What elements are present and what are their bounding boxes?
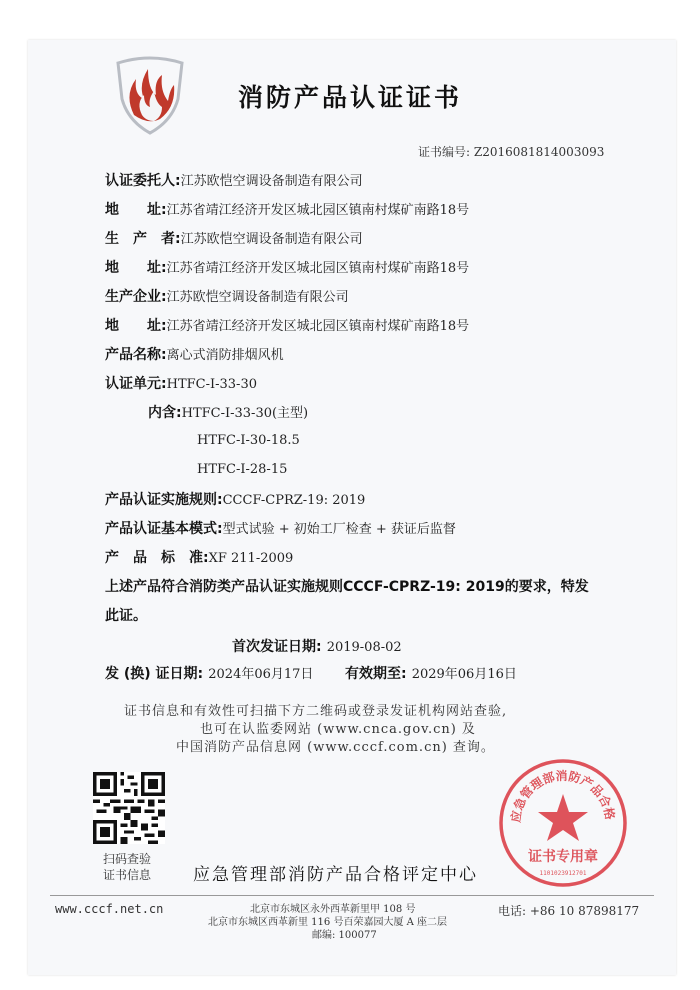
- issue-date: 发 (换) 证日期: 2024年06月17日: [105, 666, 314, 682]
- certificate-number: 证书编号: Z2016081814003093: [418, 145, 605, 159]
- field-entrusting-party: 认证委托人:江苏欧恺空调设备制造有限公司: [105, 173, 363, 189]
- issuer-name: 应急管理部消防产品合格评定中心: [193, 865, 478, 885]
- field-contains: 内含:HTFC-I-33-30(主型): [148, 405, 309, 421]
- footer-phone: 电话: +86 10 87898177: [498, 904, 640, 918]
- field-certification-unit: 认证单元:HTFC-I-33-30: [105, 376, 257, 392]
- statement-line: 上述产品符合消防类产品认证实施规则CCCF-CPRZ-19: 2019的要求，特发: [105, 579, 589, 595]
- qr-caption: 证书信息: [103, 868, 152, 882]
- contains-item: HTFC-I-28-15: [197, 462, 288, 477]
- contains-item: HTFC-I-30-18.5: [197, 433, 300, 448]
- field-product-name: 产品名称:离心式消防排烟风机: [105, 347, 284, 363]
- field-product-standard: 产 品 标 准:XF 211-2009: [105, 550, 294, 566]
- qr-code[interactable]: [93, 772, 165, 844]
- first-issue-date: 首次发证日期: 2019-08-02: [232, 639, 402, 655]
- footer-divider: [50, 895, 654, 896]
- verification-note: 证书信息和有效性可扫描下方二维码或登录发证机构网站查验,: [124, 704, 508, 719]
- field-producer: 生 产 者:江苏欧恺空调设备制造有限公司: [105, 231, 363, 247]
- field-certification-mode: 产品认证基本模式:型式试验 + 初始工厂检查 + 获证后监督: [105, 521, 456, 537]
- footer-address: 北京市东城区永外西革新里甲 108 号: [250, 904, 416, 915]
- qr-caption: 扫码查验: [103, 852, 152, 866]
- field-address: 地 址:江苏省靖江经济开发区城北园区镇南村煤矿南路18号: [105, 260, 470, 276]
- seal-center-text: 证书专用章: [528, 849, 598, 865]
- field-address: 地 址:江苏省靖江经济开发区城北园区镇南村煤矿南路18号: [105, 318, 470, 334]
- field-implementation-rule: 产品认证实施规则:CCCF-CPRZ-19: 2019: [105, 492, 366, 508]
- official-seal: [498, 758, 628, 888]
- verification-note: 中国消防产品信息网 (www.cccf.com.cn) 查询。: [176, 740, 495, 755]
- certificate-title: 消防产品认证证书: [238, 83, 463, 112]
- verification-note: 也可在认监委网站 (www.cnca.gov.cn) 及: [200, 722, 476, 737]
- footer-website[interactable]: www.cccf.net.cn: [55, 902, 164, 916]
- footer-postcode: 邮编: 100077: [312, 930, 377, 941]
- seal-number: 1101023912701: [539, 870, 587, 877]
- statement-line: 此证。: [105, 608, 147, 624]
- field-address: 地 址:江苏省靖江经济开发区城北园区镇南村煤矿南路18号: [105, 202, 470, 218]
- field-manufacturer: 生产企业:江苏欧恺空调设备制造有限公司: [105, 289, 349, 305]
- footer-address: 北京市东城区西革新里 116 号百荣嘉园大厦 A 座二层: [208, 917, 448, 928]
- flame-shield-logo: [114, 55, 186, 135]
- expiry-date: 有效期至: 2029年06月16日: [345, 666, 517, 682]
- seal-ring-text: 应急管理部消防产品合格: [508, 768, 618, 824]
